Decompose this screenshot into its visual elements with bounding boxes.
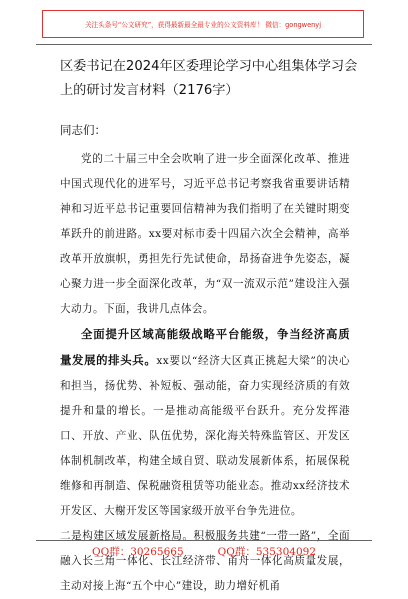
paragraph-section-1-point-2: 二是构建区域发展新格局。积极服务共建“一带一路”，全面融入长三角一体化、长江经济带、甬舟一体化高质量发展，主动对接上海“五个中心”建设，助力增好机甬 [60,530,350,592]
footer [0,544,408,559]
header-divider [36,44,372,45]
paragraph-intro: 党的二十届三中全会吹响了进一步全面深化改革、推进中国式现代化的进军号，习近平总书记考察我省重要讲话精神和习近平总书记重要回信精神为我们指明了在关键时期变革跃升的前进路。xx要对标市委十四届六次全会精神，高举改革开放旗帜，勇担先行先试使命，昂扬奋进争先姿态，凝心聚力进一步全面深化改革，为“双一流双示范”建设注入强大动力。下面，我讲几点体会。 [60,153,350,315]
section-heading: 全面提升区域高能级战略平台能级，争当经济高质量发展的排头兵。 [60,327,350,367]
document-title: 区委书记在2024年区委理论学习中心组集体学习会上的研讨发言材料（2176字） [60,59,358,98]
footer-qq-group-1: QQ群：30265665 [91,546,184,558]
section-body: xx要以“经济大区真正挑起大梁”的决心和担当，扬优势、补短板、强动能，奋力实现经济质的有效提升和量的增长。一是推动高能级平台跃升。充分发挥港口、开放、产业、队伍优势，深化海关特殊监管区、开发区体制机制改革，构建全域自贸、联动发展新体系，拓展保税维修和再制造、保税融资租赁等功能业态。推动xx经济技术开发区、大榭开发区等国家级开放平台争先进位。 [60,355,350,517]
footer-qq-group-2: QQ群：535304092 [217,546,316,558]
header-banner [42,10,364,38]
footer-divider [36,540,372,541]
salutation: 同志们： [60,123,106,137]
header-banner-text: 关注头条号“公文研究”，获得最新最全最专业的公文资料库！ 微信：gongwenyj [84,21,322,29]
document-body [60,121,350,599]
paragraph-section-1 [60,322,350,524]
